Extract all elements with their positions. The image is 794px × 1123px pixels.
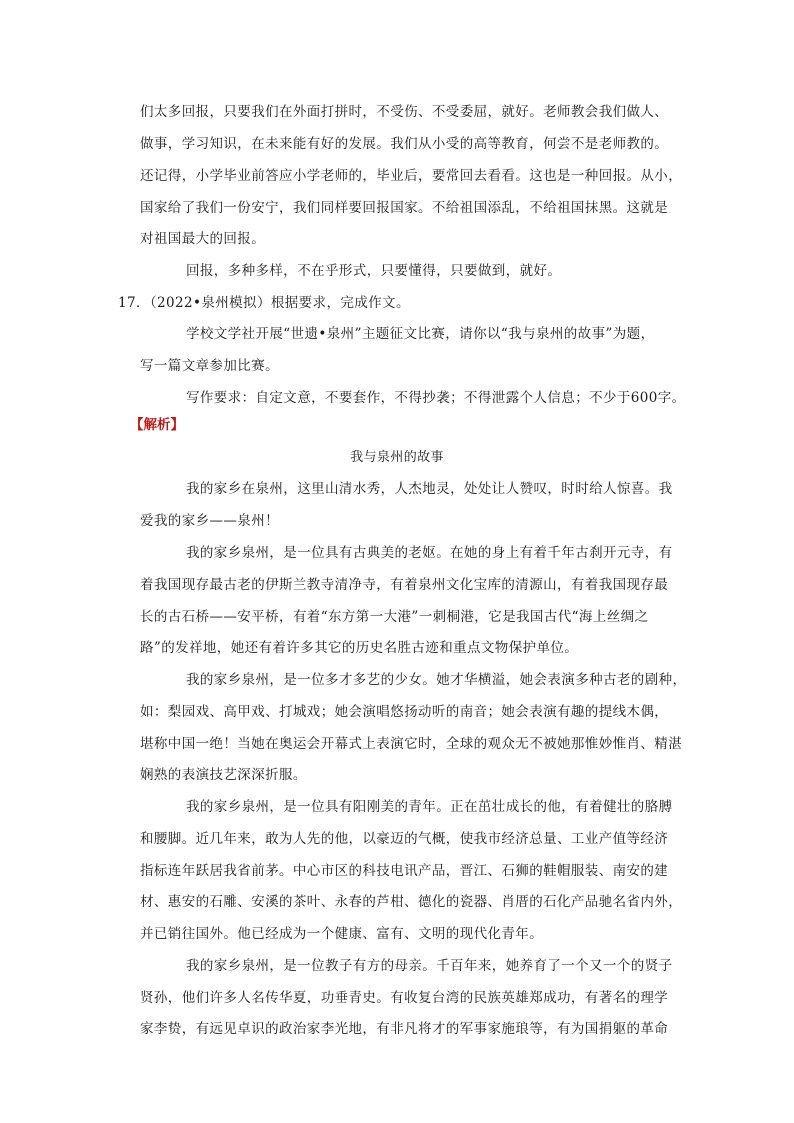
essay-line: 贤孙，他们许多人名传华夏，功垂青史。有收复台湾的民族英雄郑成功，有著名的理学 [140, 990, 669, 1006]
prev-answer-line: 还记得，小学毕业前答应小学老师的，毕业后，要常回去看看。这也是一种回报。从小， [140, 168, 683, 184]
question-prompt-line: 学校文学社开展“世遗•泉州”主题征文比赛，请你以“我与泉州的故事”为题， [186, 326, 655, 342]
essay-line: 娴熟的表演技艺深深折服。 [140, 767, 307, 783]
prev-answer-line: 国家给了我们一份安宁，我们同样要回报国家。不给祖国添乱，不给祖国抹黑。这就是 [140, 200, 669, 216]
question-stem: （2022•泉州模拟）根据要求，完成作文。 [149, 295, 410, 311]
essay-line: 和腰脚。近几年来，敢为人先的他，以豪迈的气概，使我市经济总量、工业产值等经济 [140, 831, 669, 847]
question-prompt-line: 写一篇文章参加比赛。 [140, 358, 279, 374]
prev-answer-closing: 回报，多种多样，不在乎形式，只要懂得，只要做到，就好。 [186, 263, 562, 279]
essay-title: 我与泉州的故事 [350, 450, 444, 465]
essay-line: 着我国现存最古老的伊斯兰教寺清净寺，有着泉州文化宝库的清源山，有着我国现存最 [140, 577, 669, 593]
essay-line: 指标连年跃居我省前茅。中心市区的科技电讯产品，晋江、石狮的鞋帽服装、南安的建 [140, 863, 669, 879]
question-header [118, 293, 410, 313]
essay-line: 我的家乡泉州，是一位教子有方的母亲。千百年来，她养育了一个又一个的贤子 [186, 958, 673, 974]
essay-line: 堪称中国一绝！当她在奥运会开幕式上表演它时，全球的观众无不被她那惟妙惟肖、精湛 [140, 736, 683, 752]
essay-line: 长的古石桥——安平桥，有着“东方第一大港”一刺桐港，它是我国古代“海上丝绸之 [140, 609, 649, 625]
prev-answer-line: 做事，学习知识，在未来能有好的发展。我们从小受的高等教育，何尝不是老师教的。 [140, 136, 669, 152]
essay-line: 爱我的家乡——泉州！ [140, 513, 279, 529]
essay-line: 我的家乡泉州，是一位具有古典美的老妪。在她的身上有着千年古刹开元寺，有 [186, 545, 673, 561]
essay-line: 路”的发祥地，她还有着许多其它的历史名胜古迹和重点文物保护单位。 [140, 640, 579, 656]
essay-line: 如：梨园戏、高甲戏、打城戏；她会演唱悠扬动听的南音；她会表演有趣的提线木偶， [140, 704, 669, 720]
prev-answer-line: 对祖国最大的回报。 [140, 231, 266, 247]
question-number: 17． [118, 295, 150, 311]
essay-line: 我的家乡泉州，是一位多才多艺的少女。她才华横溢，她会表演多种古老的剧种， [186, 672, 687, 688]
question-requirements: 写作要求：自定文意，不要套作，不得抄袭；不得泄露个人信息；不少于600字。 [186, 390, 686, 406]
essay-line: 并已销往国外。他已经成为一个健康、富有、文明的现代化青年。 [140, 926, 544, 942]
essay-line: 我的家乡泉州，是一位具有阳刚美的青年。正在茁壮成长的他，有着健壮的胳膊 [186, 799, 673, 815]
prev-answer-line: 们太多回报，只要我们在外面打拼时，不受伤、不受委屈，就好。老师教会我们做人、 [140, 104, 669, 120]
essay-line: 我的家乡在泉州，这里山清水秀，人杰地灵，处处让人赞叹，时时给人惊喜。我 [186, 481, 673, 497]
essay-line: 家李贽，有远见卓识的政治家李光地，有非凡将才的军事家施琅等，有为国捐躯的革命 [140, 1021, 669, 1037]
analysis-label: 【解析】 [130, 417, 184, 433]
essay-line: 材、惠安的石雕、安溪的茶叶、永春的芦柑、德化的瓷器、肖厝的石化产品驰名省内外， [140, 894, 683, 910]
